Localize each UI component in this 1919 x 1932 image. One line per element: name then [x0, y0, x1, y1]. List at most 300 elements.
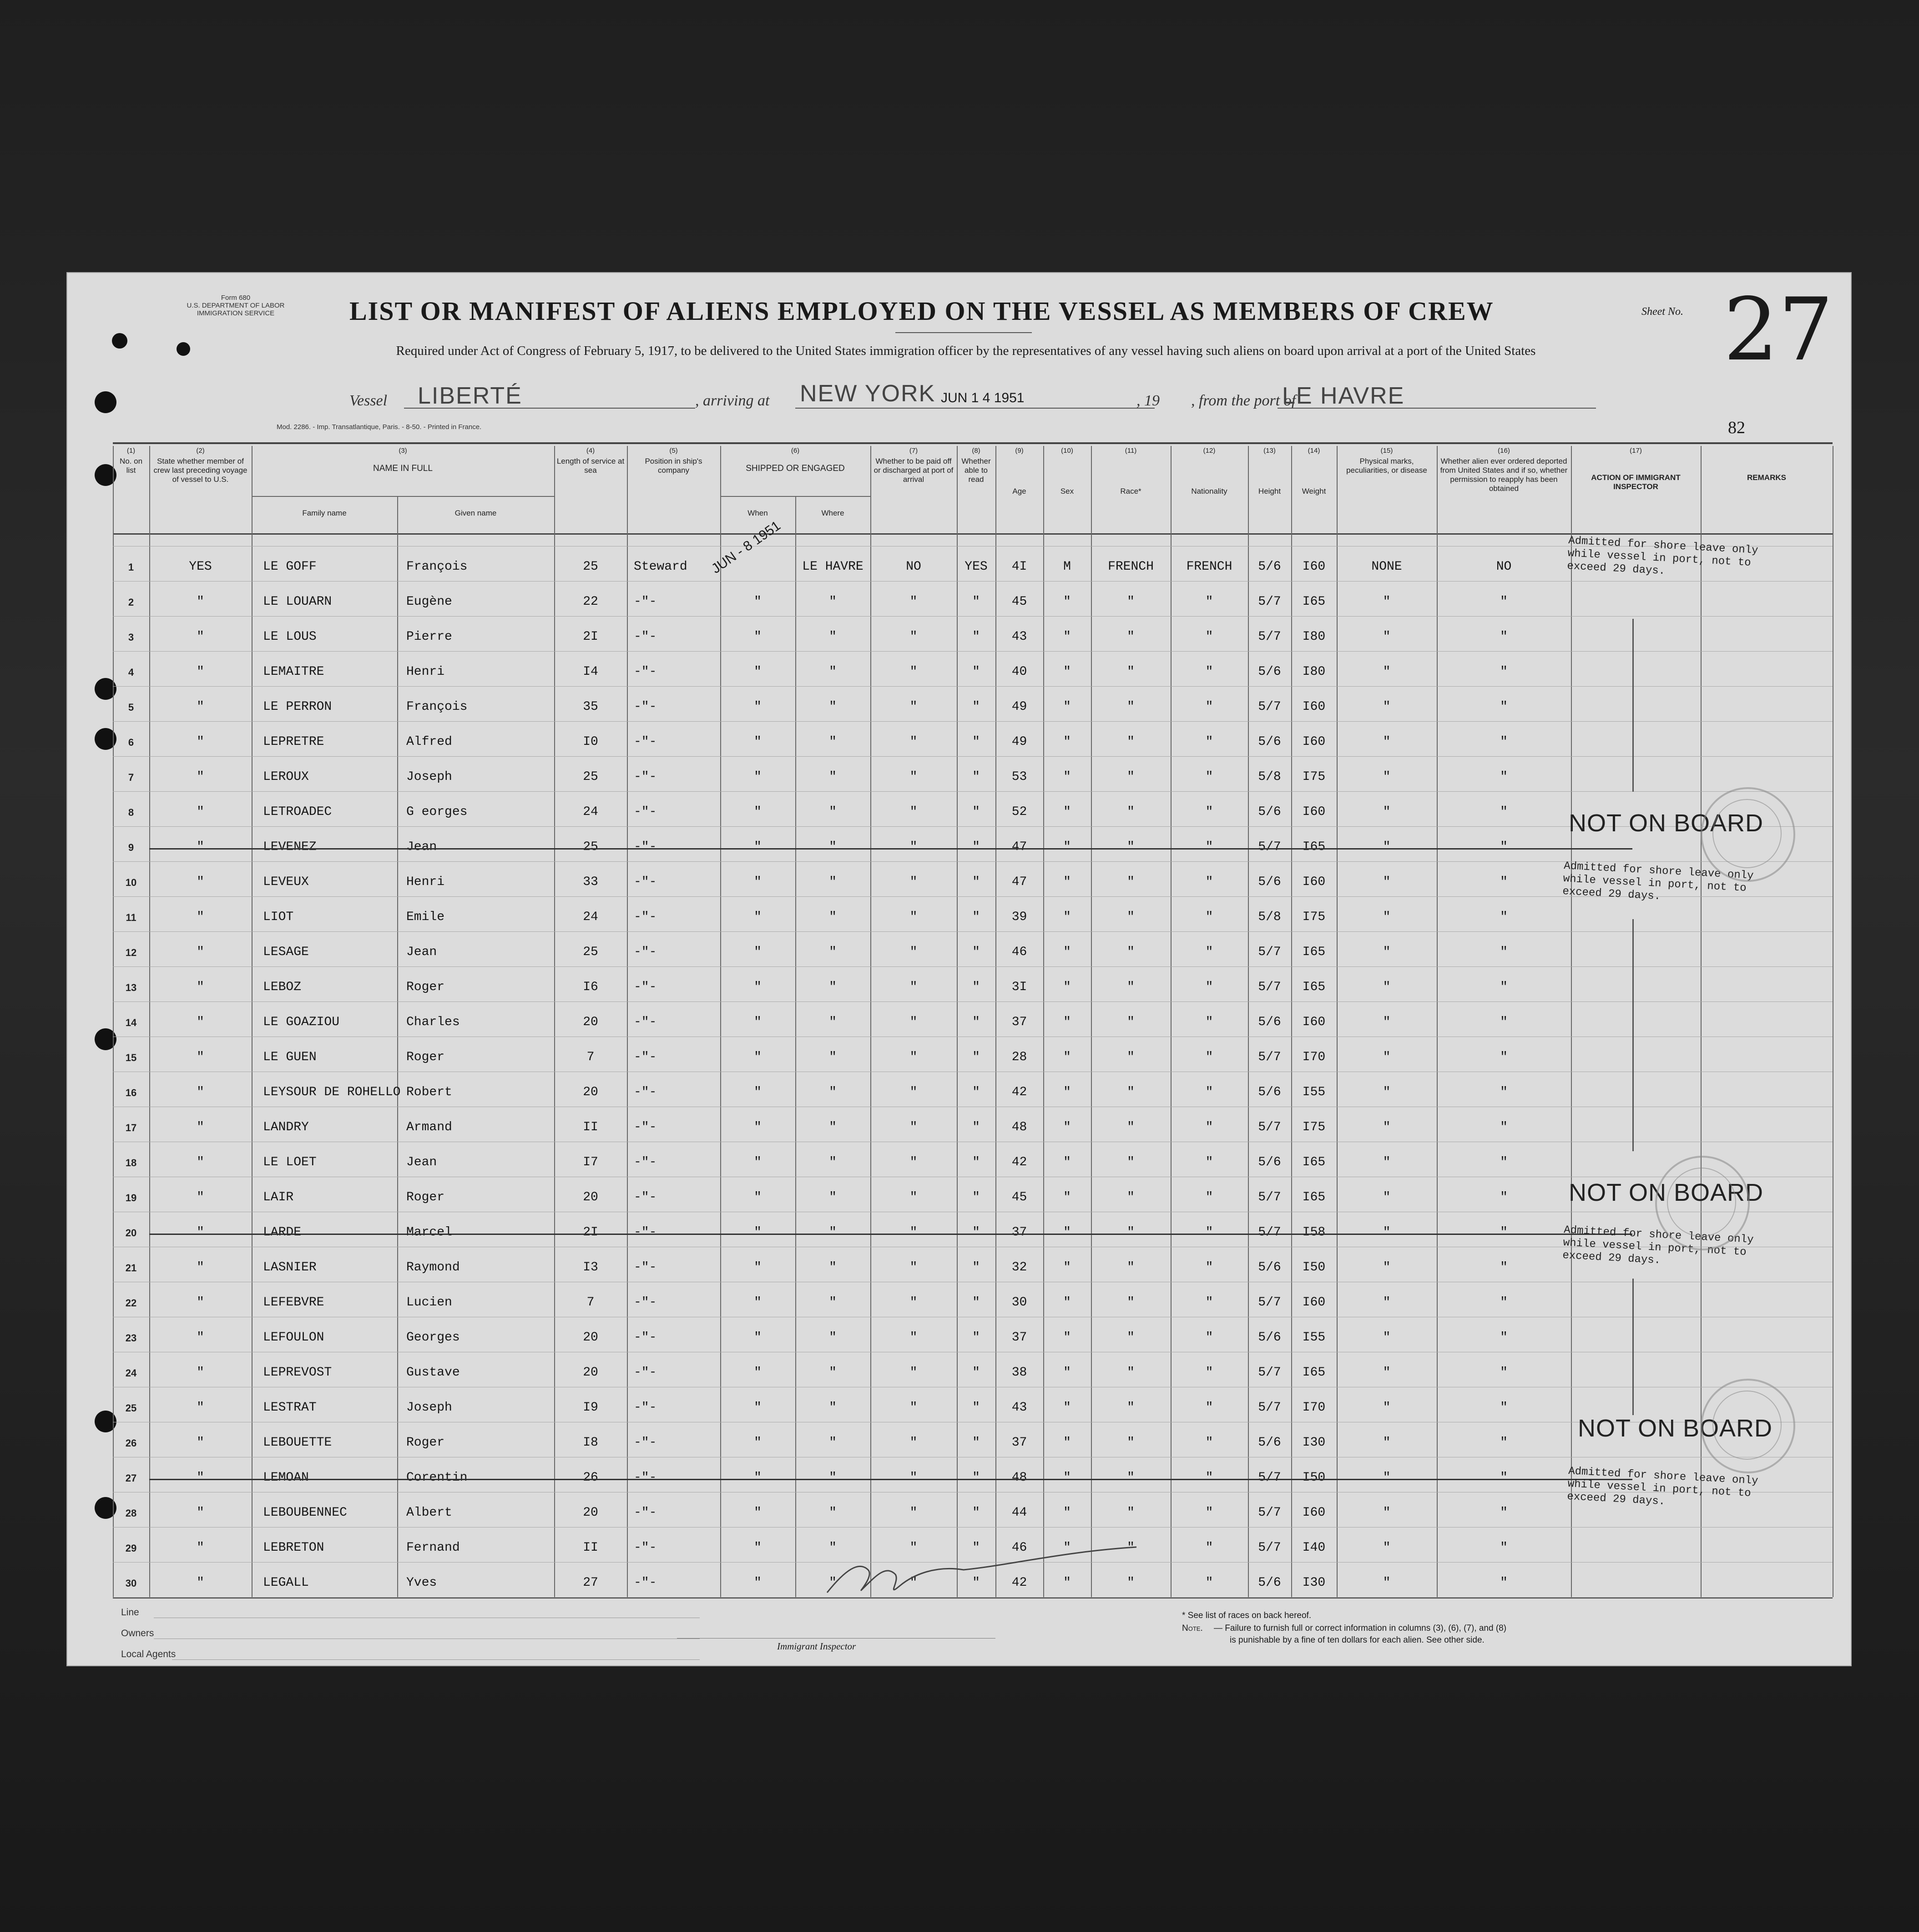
- cell-service: 7: [586, 1295, 595, 1310]
- column-subheader: When: [747, 509, 768, 517]
- cell-when: ": [754, 945, 762, 959]
- cell-where: ": [829, 1330, 837, 1345]
- cell-nat: ": [1205, 840, 1213, 854]
- cell-prev: ": [197, 1541, 204, 1555]
- row-number: 12: [125, 947, 137, 958]
- cell-nat: ": [1205, 665, 1213, 679]
- cell-race: ": [1127, 1436, 1135, 1450]
- cell-deported: ": [1500, 1471, 1508, 1485]
- immigration-seal: [1701, 1379, 1795, 1473]
- row-number: 17: [125, 1122, 137, 1133]
- cell-age: 38: [1011, 1366, 1027, 1380]
- row-rule: [113, 756, 1833, 757]
- cell-age: 37: [1011, 1330, 1027, 1345]
- cell-read: ": [972, 840, 980, 854]
- immigration-seal: [1701, 787, 1795, 882]
- cell-position: -"-: [634, 1260, 657, 1275]
- cell-age: 37: [1011, 1225, 1027, 1239]
- cell-position: -"-: [634, 1190, 657, 1204]
- cell-family: LIOT: [263, 910, 294, 924]
- cell-age: 45: [1011, 1190, 1027, 1204]
- column-header: Whether alien ever ordered deported from United States and if so, whether permission to reapply has been obtained: [1440, 457, 1568, 493]
- note-text: — Failure to furnish full or correct information in columns (3), (6), (7), and (8): [1214, 1623, 1507, 1633]
- cell-prev: ": [197, 840, 204, 854]
- cell-sex: ": [1063, 1436, 1071, 1450]
- cell-paid: ": [909, 700, 918, 714]
- column-number: (3): [399, 447, 407, 455]
- cell-weight: I60: [1302, 1506, 1326, 1520]
- cell-family: LEMAITRE: [263, 665, 324, 679]
- cell-height: 5/6: [1258, 1436, 1281, 1450]
- cell-race: ": [1127, 1260, 1135, 1275]
- cell-read: ": [972, 1225, 980, 1239]
- cell-prev: ": [197, 1576, 204, 1590]
- cell-nat: ": [1205, 1436, 1213, 1450]
- row-number: 18: [125, 1157, 137, 1168]
- cell-marks: ": [1383, 1471, 1391, 1485]
- cell-deported: ": [1500, 875, 1508, 889]
- cell-when: ": [754, 665, 762, 679]
- vessel-underline: [404, 408, 695, 409]
- cell-sex: ": [1063, 1260, 1071, 1275]
- cell-given: Gustave: [406, 1366, 460, 1380]
- cell-height: 5/7: [1258, 700, 1281, 714]
- cell-where: ": [829, 875, 837, 889]
- cell-given: Roger: [406, 1050, 445, 1064]
- cell-weight: I60: [1302, 735, 1326, 749]
- cell-age: 52: [1011, 805, 1027, 819]
- cell-when: ": [754, 1260, 762, 1275]
- cell-sex: ": [1063, 1506, 1071, 1520]
- cell-read: ": [972, 630, 980, 644]
- cell-race: ": [1127, 945, 1135, 959]
- cell-paid: ": [909, 1541, 918, 1555]
- cell-family: LEFOULON: [263, 1330, 324, 1345]
- cell-where: ": [829, 1155, 837, 1169]
- cell-weight: I50: [1302, 1260, 1326, 1275]
- cell-prev: ": [197, 700, 204, 714]
- cell-service: 22: [583, 595, 598, 609]
- cell-sex: ": [1063, 945, 1071, 959]
- cell-service: 35: [583, 700, 598, 714]
- column-number: (4): [586, 447, 595, 455]
- cell-sex: ": [1063, 700, 1071, 714]
- cell-paid: ": [909, 875, 918, 889]
- row-rule: [113, 651, 1833, 652]
- cell-height: 5/7: [1258, 1225, 1281, 1239]
- ditto-pen-line: [1632, 619, 1634, 792]
- cell-service: 25: [583, 840, 598, 854]
- column-header: Sex: [1060, 487, 1074, 496]
- row-number: 15: [125, 1052, 137, 1063]
- cell-weight: I65: [1302, 980, 1326, 994]
- immigration-seal: [1655, 1156, 1750, 1250]
- cell-where: ": [829, 630, 837, 644]
- cell-when: ": [754, 980, 762, 994]
- cell-sex: ": [1063, 1155, 1071, 1169]
- cell-given: Robert: [406, 1085, 452, 1099]
- cell-weight: I80: [1302, 630, 1326, 644]
- cell-sex: ": [1063, 1366, 1071, 1380]
- cell-where: ": [829, 1295, 837, 1310]
- cell-age: 37: [1011, 1436, 1027, 1450]
- cell-sex: ": [1063, 1225, 1071, 1239]
- row-number: 29: [125, 1543, 137, 1554]
- cell-service: 20: [583, 1085, 598, 1099]
- cell-position: Steward: [634, 560, 687, 574]
- cell-marks: ": [1383, 945, 1391, 959]
- cell-age: 49: [1011, 700, 1027, 714]
- cell-deported: ": [1500, 1225, 1508, 1239]
- cell-read: ": [972, 1541, 980, 1555]
- cell-sex: ": [1063, 1541, 1071, 1555]
- cell-deported: ": [1500, 805, 1508, 819]
- form-department-block: [167, 294, 304, 317]
- cell-nat: ": [1205, 875, 1213, 889]
- inspector-label: Immigrant Inspector: [777, 1641, 856, 1652]
- cell-race: ": [1127, 805, 1135, 819]
- cell-weight: I65: [1302, 595, 1326, 609]
- cell-read: ": [972, 1401, 980, 1415]
- cell-family: LEPREVOST: [263, 1366, 332, 1380]
- cell-when: ": [754, 1401, 762, 1415]
- cell-prev: ": [197, 1295, 204, 1310]
- ditto-pen-line: [1632, 1279, 1634, 1415]
- cell-race: ": [1127, 1155, 1135, 1169]
- column-header: REMARKS: [1747, 473, 1786, 482]
- not-on-board-stamp: NOT ON BOARD: [1569, 1179, 1764, 1206]
- cell-nat: ": [1205, 770, 1213, 784]
- cell-prev: ": [197, 665, 204, 679]
- cell-when: ": [754, 805, 762, 819]
- cell-marks: ": [1383, 840, 1391, 854]
- cell-position: -"-: [634, 1015, 657, 1029]
- cell-position: -"-: [634, 1471, 657, 1485]
- cell-paid: ": [909, 805, 918, 819]
- cell-where: ": [829, 1436, 837, 1450]
- cell-read: ": [972, 1471, 980, 1485]
- cell-given: Joseph: [406, 770, 452, 784]
- cell-race: ": [1127, 1015, 1135, 1029]
- cell-position: -"-: [634, 1576, 657, 1590]
- cell-marks: ": [1383, 910, 1391, 924]
- cell-nat: ": [1205, 945, 1213, 959]
- cell-read: ": [972, 595, 980, 609]
- cell-deported: ": [1500, 1295, 1508, 1310]
- cell-given: Roger: [406, 1190, 445, 1204]
- header-sub-rule: [720, 496, 870, 497]
- cell-read: ": [972, 770, 980, 784]
- row-number: 30: [125, 1578, 137, 1589]
- cell-sex: ": [1063, 875, 1071, 889]
- cell-given: Jean: [406, 1155, 437, 1169]
- cell-where: ": [829, 945, 837, 959]
- cell-family: LEVENEZ: [263, 840, 317, 854]
- cell-prev: ": [197, 1436, 204, 1450]
- cell-where: ": [829, 1120, 837, 1134]
- column-header: No. on list: [119, 457, 143, 475]
- row-number: 19: [125, 1192, 137, 1204]
- cell-paid: ": [909, 1366, 918, 1380]
- cell-marks: ": [1383, 1260, 1391, 1275]
- cell-height: 5/7: [1258, 1541, 1281, 1555]
- column-header: Height: [1258, 487, 1281, 496]
- cell-when: ": [754, 910, 762, 924]
- column-header: SHIPPED OR ENGAGED: [746, 464, 845, 473]
- cell-paid: ": [909, 1260, 918, 1275]
- cell-where: ": [829, 1401, 837, 1415]
- arrival-date-stamp: JUN 1 4 1951: [941, 390, 1025, 405]
- row-number: 4: [128, 667, 134, 678]
- cell-height: 5/7: [1258, 1471, 1281, 1485]
- cell-given: Albert: [406, 1506, 452, 1520]
- cell-weight: I30: [1302, 1436, 1326, 1450]
- cell-weight: I70: [1302, 1401, 1326, 1415]
- cell-race: ": [1127, 1576, 1135, 1590]
- column-number: (7): [909, 447, 918, 455]
- cell-age: 40: [1011, 665, 1027, 679]
- cell-marks: NONE: [1371, 560, 1402, 574]
- cell-height: 5/7: [1258, 840, 1281, 854]
- cell-height: 5/6: [1258, 665, 1281, 679]
- cell-position: -"-: [634, 910, 657, 924]
- cell-sex: ": [1063, 1401, 1071, 1415]
- cell-family: LE GUEN: [263, 1050, 317, 1064]
- cell-nat: ": [1205, 1506, 1213, 1520]
- column-number: (12): [1203, 447, 1216, 455]
- cell-deported: ": [1500, 1436, 1508, 1450]
- cell-weight: I65: [1302, 1190, 1326, 1204]
- cell-age: 49: [1011, 735, 1027, 749]
- cell-service: I9: [583, 1401, 598, 1415]
- cell-deported: ": [1500, 665, 1508, 679]
- cell-family: LE LOUS: [263, 630, 317, 644]
- cell-deported: ": [1500, 770, 1508, 784]
- cell-weight: I60: [1302, 805, 1326, 819]
- cell-weight: I40: [1302, 1541, 1326, 1555]
- title-underline: [895, 332, 1032, 333]
- cell-race: ": [1127, 1471, 1135, 1485]
- cell-position: -"-: [634, 1295, 657, 1310]
- cell-marks: ": [1383, 700, 1391, 714]
- cell-deported: ": [1500, 1576, 1508, 1590]
- note-label: Note.: [1182, 1623, 1203, 1633]
- cell-paid: ": [909, 1225, 918, 1239]
- cell-given: Roger: [406, 1436, 445, 1450]
- not-on-board-stamp: NOT ON BOARD: [1578, 1415, 1773, 1442]
- cell-paid: ": [909, 1471, 918, 1485]
- row-number: 21: [125, 1262, 137, 1274]
- cell-paid: ": [909, 1436, 918, 1450]
- cell-height: 5/8: [1258, 910, 1281, 924]
- cell-sex: ": [1063, 770, 1071, 784]
- cell-marks: ": [1383, 805, 1391, 819]
- cell-family: LETROADEC: [263, 805, 332, 819]
- row-number: 20: [125, 1227, 137, 1239]
- cell-family: LE GOFF: [263, 560, 317, 574]
- cell-nat: ": [1205, 1050, 1213, 1064]
- form-title: LIST OR MANIFEST OF ALIENS EMPLOYED ON THE VESSEL AS MEMBERS OF CREW: [349, 296, 1494, 326]
- cell-marks: ": [1383, 1506, 1391, 1520]
- cell-position: -"-: [634, 1401, 657, 1415]
- cell-prev: ": [197, 1225, 204, 1239]
- column-header: Position in ship's company: [645, 457, 702, 475]
- cell-read: ": [972, 1050, 980, 1064]
- cell-prev: ": [197, 1085, 204, 1099]
- row-number: 26: [125, 1437, 137, 1449]
- cell-read: ": [972, 700, 980, 714]
- admitted-stamp: Admitted for shore leave only while vessel in port, not to exceed 29 days.: [1562, 860, 1754, 903]
- cell-position: -"-: [634, 875, 657, 889]
- cell-prev: ": [197, 805, 204, 819]
- cell-marks: ": [1383, 1155, 1391, 1169]
- cell-where: ": [829, 665, 837, 679]
- from-port-label: , from the port of: [1191, 392, 1296, 409]
- cell-when: ": [754, 875, 762, 889]
- cell-given: Jean: [406, 840, 437, 854]
- table-top-rule: [113, 442, 1833, 444]
- cell-weight: I65: [1302, 1366, 1326, 1380]
- cell-read: YES: [965, 560, 988, 574]
- cell-age: 32: [1011, 1260, 1027, 1275]
- cell-deported: ": [1500, 1155, 1508, 1169]
- cell-when: ": [754, 1190, 762, 1204]
- cell-prev: ": [197, 1050, 204, 1064]
- cell-where: ": [829, 1190, 837, 1204]
- cell-sex: ": [1063, 1190, 1071, 1204]
- cell-given: Emile: [406, 910, 445, 924]
- cell-deported: ": [1500, 700, 1508, 714]
- cell-marks: ": [1383, 665, 1391, 679]
- cell-given: Charles: [406, 1015, 460, 1029]
- cell-where: ": [829, 840, 837, 854]
- row-rule: [113, 581, 1833, 582]
- cell-marks: ": [1383, 1120, 1391, 1134]
- cell-position: -"-: [634, 1436, 657, 1450]
- cell-nat: ": [1205, 1190, 1213, 1204]
- cell-family: LEPRETRE: [263, 735, 324, 749]
- cell-family: LEROUX: [263, 770, 309, 784]
- cell-age: 4I: [1011, 560, 1027, 574]
- cell-service: I8: [583, 1436, 598, 1450]
- cell-where: ": [829, 1260, 837, 1275]
- cell-age: 42: [1011, 1155, 1027, 1169]
- cell-weight: I50: [1302, 1471, 1326, 1485]
- cell-when: ": [754, 1155, 762, 1169]
- cell-paid: ": [909, 1085, 918, 1099]
- cell-given: Eugène: [406, 595, 452, 609]
- cell-prev: ": [197, 770, 204, 784]
- cell-service: 20: [583, 1330, 598, 1345]
- cell-marks: ": [1383, 770, 1391, 784]
- cell-deported: ": [1500, 735, 1508, 749]
- cell-age: 30: [1011, 1295, 1027, 1310]
- cell-prev: ": [197, 1120, 204, 1134]
- row-number: 3: [128, 632, 134, 643]
- cell-weight: I60: [1302, 875, 1326, 889]
- cell-given: Henri: [406, 665, 445, 679]
- cell-age: 43: [1011, 630, 1027, 644]
- cell-prev: ": [197, 1366, 204, 1380]
- cell-age: 47: [1011, 840, 1027, 854]
- cell-race: ": [1127, 1190, 1135, 1204]
- cell-marks: ": [1383, 1436, 1391, 1450]
- cell-when: ": [754, 770, 762, 784]
- local-agents-label: Local Agents: [121, 1649, 176, 1659]
- cell-where: ": [829, 1541, 837, 1555]
- cell-read: ": [972, 1015, 980, 1029]
- cell-sex: ": [1063, 1015, 1071, 1029]
- cell-prev: ": [197, 945, 204, 959]
- cell-weight: I55: [1302, 1330, 1326, 1345]
- cell-nat: ": [1205, 1260, 1213, 1275]
- cell-given: G eorges: [406, 805, 468, 819]
- cell-paid: ": [909, 1015, 918, 1029]
- cell-given: Pierre: [406, 630, 452, 644]
- cell-read: ": [972, 665, 980, 679]
- column-number: (2): [196, 447, 205, 455]
- cell-where: ": [829, 805, 837, 819]
- cell-age: 44: [1011, 1506, 1027, 1520]
- cell-paid: ": [909, 1190, 918, 1204]
- cell-position: -"-: [634, 805, 657, 819]
- cell-sex: ": [1063, 630, 1071, 644]
- cell-family: LEBOUETTE: [263, 1436, 332, 1450]
- cell-nat: ": [1205, 1225, 1213, 1239]
- row-rule: [113, 931, 1833, 932]
- cell-given: Roger: [406, 980, 445, 994]
- cell-height: 5/7: [1258, 945, 1281, 959]
- cell-age: 45: [1011, 595, 1027, 609]
- cell-marks: ": [1383, 1366, 1391, 1380]
- column-header: Race*: [1120, 487, 1141, 496]
- cell-age: 28: [1011, 1050, 1027, 1064]
- cell-read: ": [972, 1120, 980, 1134]
- vessel-label: Vessel: [349, 392, 388, 409]
- cell-marks: ": [1383, 595, 1391, 609]
- cell-sex: ": [1063, 840, 1071, 854]
- cell-weight: I65: [1302, 840, 1326, 854]
- cell-deported: ": [1500, 840, 1508, 854]
- cell-service: 20: [583, 1190, 598, 1204]
- cell-when: ": [754, 1366, 762, 1380]
- cell-sex: ": [1063, 1471, 1071, 1485]
- cell-when: ": [754, 1436, 762, 1450]
- cell-position: -"-: [634, 700, 657, 714]
- year-label: , 19: [1136, 392, 1160, 409]
- cell-race: ": [1127, 1225, 1135, 1239]
- cell-prev: ": [197, 1260, 204, 1275]
- cell-marks: ": [1383, 1295, 1391, 1310]
- cell-where: ": [829, 1576, 837, 1590]
- cell-paid: ": [909, 945, 918, 959]
- cell-sex: ": [1063, 665, 1071, 679]
- cell-family: LAIR: [263, 1190, 294, 1204]
- cell-race: ": [1127, 770, 1135, 784]
- cell-nat: ": [1205, 700, 1213, 714]
- cell-height: 5/6: [1258, 805, 1281, 819]
- sheet-number: 27: [1723, 279, 1833, 380]
- column-divider: [113, 446, 114, 1597]
- cell-given: Corentin: [406, 1471, 468, 1485]
- column-header: Age: [1012, 487, 1026, 496]
- cell-given: François: [406, 560, 468, 574]
- cell-deported: ": [1500, 1366, 1508, 1380]
- cell-where: ": [829, 1085, 837, 1099]
- cell-where: ": [829, 910, 837, 924]
- cell-nat: ": [1205, 735, 1213, 749]
- row-number: 11: [126, 912, 136, 923]
